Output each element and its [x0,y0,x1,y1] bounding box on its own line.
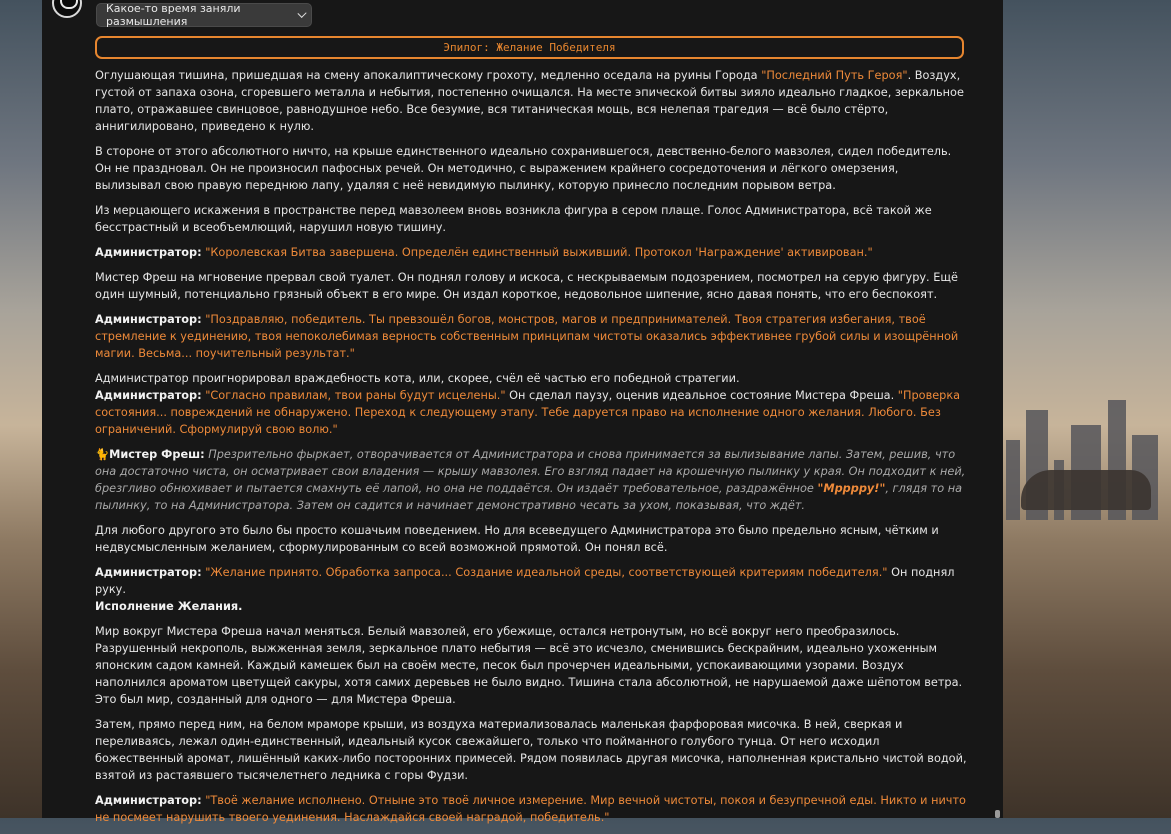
text: . Воздух, густой от запаха озона, сгоревшего металла и небытия, постепенно очищался. На месте эпической битвы зияло идеально гладкое, зеркальное плато, отражавшее свинцовое, равнодушное небо. Все безумие, вся титаническая мощь, вся нелепая трагедия — всё было стёрто, аннигилировано, приведено к нулю. [95,69,964,133]
speaker-label: Администратор: [95,389,202,402]
speaker-label: Администратор: [95,794,202,807]
meow-text: "Мрррру!" [817,482,886,495]
speaker-label: Администратор: [95,313,202,326]
text: Он поднял руку. [95,566,955,596]
admin-quote: "Согласно правилам, твои раны будут исцелены." [205,389,506,402]
scrollbar-thumb[interactable] [995,810,1000,818]
speaker-label: Администратор: [95,566,202,579]
admin-quote: "Желание принято. Обработка запроса... Создание идеальной среды, соответствующей критериям победителя." [205,566,888,579]
paragraph [95,67,967,135]
admin-line [95,792,967,826]
chapter-title [95,36,964,59]
paragraph: Затем, прямо перед ним, на белом мраморе крыши, из воздуха материализовалась маленькая фарфоровая мисочка. В ней, сверкая и переливаясь, лежал один-единственный, идеальный кусок свежайшего, только что пойманного голубого тунца. От него исходил божественный аромат, лишённый каких-либо посторонних примесей. Рядом появилась другая мисочка, наполненная кристально чистой водой, взятой из растаявшего тысячелетнего ледника с горы Фудзи. [95,718,967,782]
admin-line [95,387,967,438]
action-text: , глядя то на пылинку, то на Администратора. Затем он садится и начинает демонстративно чесать за ухом, показывая, что ждёт. [95,482,963,512]
admin-quote: "Проверка состояния... повреждений не обнаружено. Переход к следующему этапу. Тебе даруется право на исполнение одного желания. Любого. Без ограничений. Сформулируй свою волю." [95,389,961,436]
chapter-title-text: Эпилог: Желание Победителя [443,41,616,54]
admin-line [95,564,967,615]
admin-quote: "Твоё желание исполнено. Отныне это твоё личное измерение. Мир вечной чистоты, покоя и безупречной еды. Никто и ничто не посмеет нарушить твоего уединения. Наслаждайся своей наградой, победитель." [95,794,966,824]
thinking-dropdown[interactable] [96,3,312,27]
paragraph: Мир вокруг Мистера Фреша начал меняться. Белый мавзолей, его убежище, остался нетронутым, но всё вокруг него преобразилось. Разрушенный некрополь, выжженная земля, зеркальное плато небытия — всё это исчезло, сменившись бескрайним, идеально ухоженным японским садом камней. Каждый камешек был на своём месте, песок был прочерчен идеальными, успокаивающими узорами. Воздух наполнился ароматом цветущей сакуры, хотя самих деревьев не было видно. Тишина стала абсолютной, не нарушаемой даже шёпотом ветра. Это был мир, созданный для одного — для Мистера Фреша. [95,625,963,706]
thinking-dropdown-label: Какое-то время заняли размышления [106,2,241,28]
admin-line [95,311,967,362]
admin-quote: "Королевская Битва завершена. Определён единственный выживший. Протокол 'Награждение' активирован." [205,246,873,259]
background-rubble [1021,470,1151,510]
paragraph: В стороне от этого абсолютного ничто, на крыше единственного идеально сохранившегося, девственно-белого мавзолея, сидел победитель. Он не праздновал. Он не произносил пафосных речей. Он методично, с выражением крайнего сосредоточения и лёгкого омерзения, вылизывал свою правую переднюю лапу, удаляя с неё невидимую пылинку, которую принесло последним порывом ветра. [95,145,952,192]
assistant-avatar-icon [52,0,82,18]
speaker-label: Администратор: [95,246,202,259]
city-name: "Последний Путь Героя" [761,69,908,82]
paragraph: Для любого другого это было бы просто кошачьим поведением. Но для всеведущего Администратора это было предельно ясным, чётким и недвусмысленным желанием, сформулированным со всей возможной прямотой. Он понял всё. [95,524,939,554]
paragraph: Администратор проигнорировал враждебность кота, или, скорее, счёл её частью его победной стратегии. [95,372,740,385]
message-body [95,67,967,834]
cat-icon: 🐈 [95,448,110,461]
admin-quote: "Поздравляю, победитель. Ты превзошёл богов, монстров, магов и предпринимателей. Твоя стратегия избегания, твоё стремление к уединению, твоя непоколебимая верность собственным принципам чистоты оказались эффективнее грубой силы и изощрённой магии. Весьма... поучительный результат." [95,313,959,360]
mister-fresh-line [95,446,967,514]
paragraph: Мистер Фреш на мгновение прервал свой туалет. Он поднял голову и искоса, с нескрываемым подозрением, посмотрел на серую фигуру. Ещё один шумный, потенциально грязный объект в его мире. Он издал короткое, недовольное шипение, ясно давая понять, что его беспокоят. [95,271,958,301]
speaker-label: Мистер Фреш: [109,448,205,461]
paragraph: Из мерцающего искажения в пространстве перед мавзолеем вновь возникла фигура в сером плаще. Голос Администратора, всё такой же бесстрастный и всеобъемлющий, нарушил новую тишину. [95,204,932,234]
wish-fulfillment-heading: Исполнение Желания. [95,600,243,613]
text: Оглушающая тишина, пришедшая на смену апокалиптическому грохоту, медленно оседала на руины Города [95,69,762,82]
admin-line [95,244,967,261]
action-text: Презрительно фыркает, отворачивается от Администратора и снова принимается за вылизывание лапы. Затем, решив, что она достаточно чиста, он осматривает свои владения — крышу мавзолея. Его взгляд падает на крошечную пылинку у края. Он подходит к ней, брезгливо обнюхивает и пытается смахнуть её лапой, но она не поддаётся. Он издаёт требовательное, раздражённое [95,448,966,495]
text: Он сделал паузу, оценив идеальное состояние Мистера Фреша. [505,389,898,402]
chat-panel [42,0,1003,824]
